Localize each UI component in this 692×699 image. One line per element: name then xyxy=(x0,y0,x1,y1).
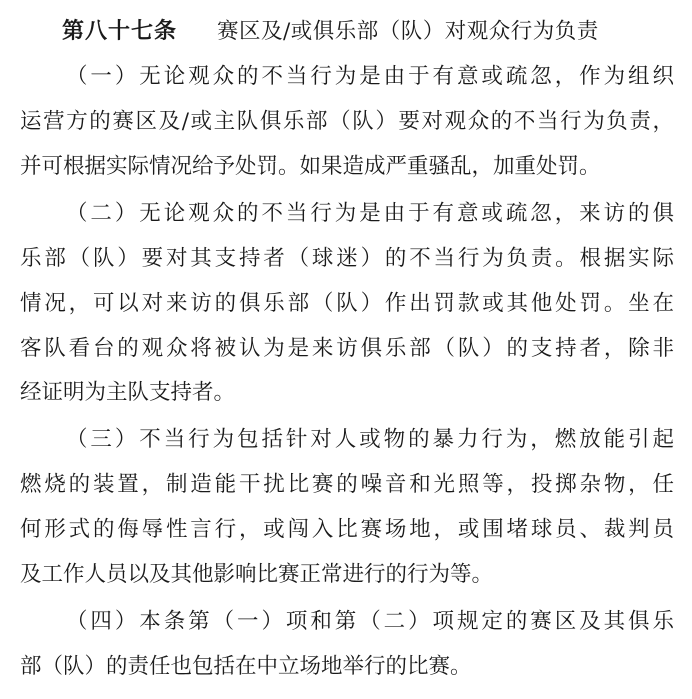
paragraph-1-line-3: 并可根据实际情况给予处罚。如果造成严重骚乱，加重处罚。 xyxy=(20,154,601,179)
paragraph-4-line-1: （四）本条第（一）项和第（二）项规定的赛区及其俱乐 xyxy=(66,609,674,634)
paragraph-2-line-1: （二）无论观众的不当行为是由于有意或疏忽，来访的俱 xyxy=(66,201,674,226)
paragraph-4-line-2: 部（队）的责任也包括在中立场地举行的比赛。 xyxy=(20,654,472,679)
article-number: 第八十七条 xyxy=(62,19,178,44)
paragraph-3-line-1: （三）不当行为包括针对人或物的暴力行为，燃放能引起 xyxy=(66,427,674,452)
paragraph-1-line-2: 运营方的赛区及/或主队俱乐部（队）要对观众的不当行为负责， xyxy=(20,109,674,134)
article-title: 赛区及/或俱乐部（队）对观众行为负责 xyxy=(217,19,599,44)
paragraph-2-line-2: 乐部（队）要对其支持者（球迷）的不当行为负责。根据实际 xyxy=(20,246,674,271)
paragraph-2-line-4: 客队看台的观众将被认为是来访俱乐部（队）的支持者，除非 xyxy=(20,336,674,361)
paragraph-3-line-4: 及工作人员以及其他影响比赛正常进行的行为等。 xyxy=(20,562,494,587)
article-heading xyxy=(0,12,692,52)
paragraph-3-line-3: 何形式的侮辱性言行，或闯入比赛场地，或围堵球员、裁判员 xyxy=(20,517,674,542)
paragraph-2-line-3: 情况，可以对来访的俱乐部（队）作出罚款或其他处罚。坐在 xyxy=(20,291,674,316)
paragraph-2-line-5: 经证明为主队支持者。 xyxy=(20,380,236,405)
paragraph-3-line-2: 燃烧的装置，制造能干扰比赛的噪音和光照等，投掷杂物，任 xyxy=(20,472,674,497)
paragraph-1-line-1: （一）无论观众的不当行为是由于有意或疏忽，作为组织 xyxy=(66,64,674,89)
